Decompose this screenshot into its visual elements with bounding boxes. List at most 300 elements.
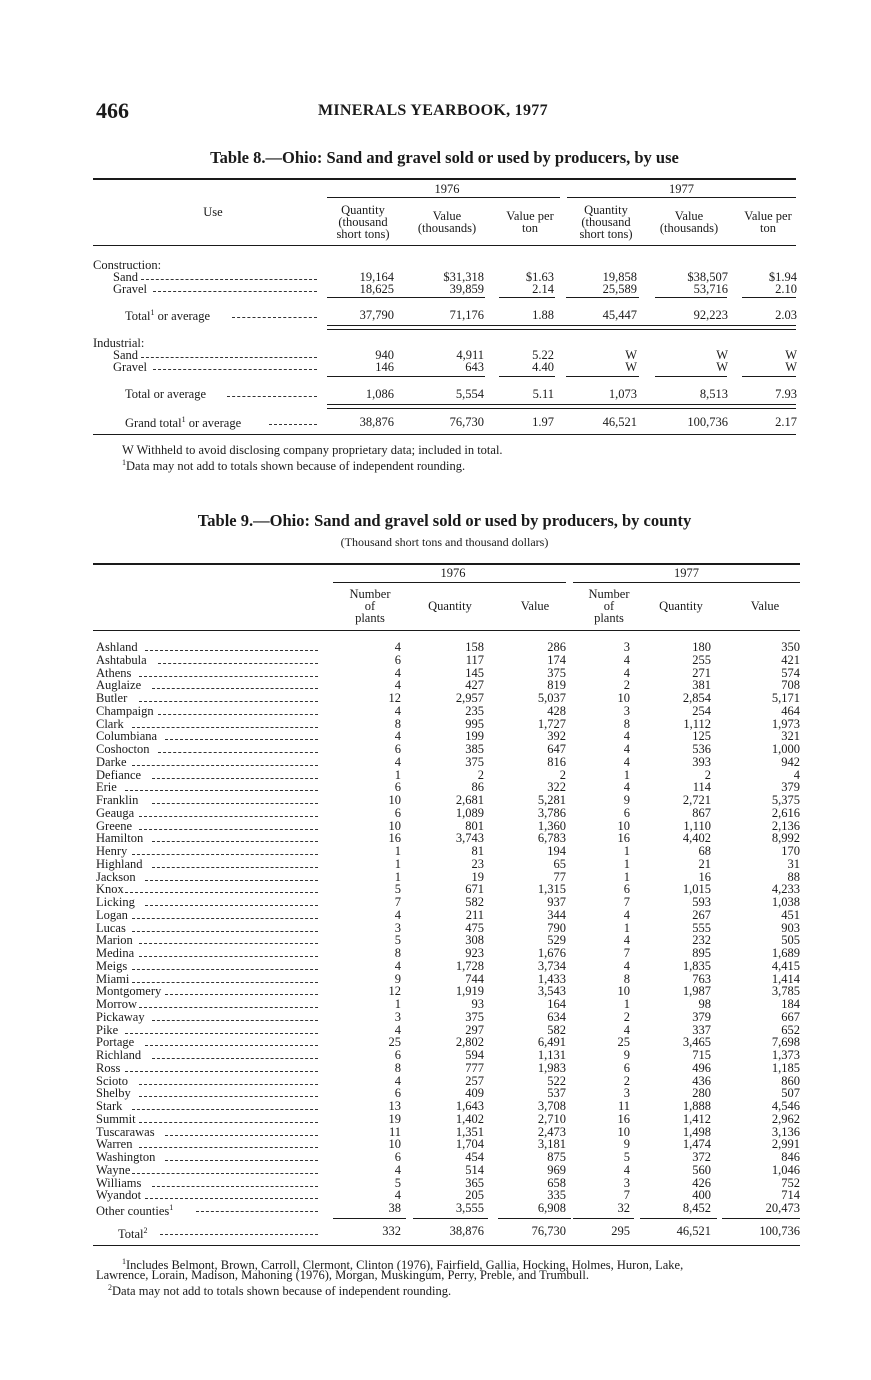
cell-value: 23 — [471, 856, 484, 871]
cell-value: 6 — [394, 1150, 401, 1164]
cell-value: 381 — [692, 678, 711, 693]
cell-value: 593 — [692, 895, 711, 909]
leader-dots — [165, 1135, 318, 1136]
cell-value: 21 — [698, 856, 711, 871]
cell-value: 427 — [465, 678, 484, 693]
cell-value: 4 — [394, 665, 401, 680]
bottom-rule — [93, 1245, 800, 1246]
county-name: Summit — [96, 1111, 136, 1126]
table-row — [0, 1151, 871, 1164]
cell-value: 1 — [394, 997, 401, 1011]
leader-dots — [165, 994, 318, 995]
construction-total-value: 45,447 — [602, 308, 637, 322]
leader-dots — [232, 317, 317, 318]
table-row — [0, 1049, 871, 1062]
cell-value: 4,233 — [771, 882, 800, 897]
leader-dots — [152, 867, 318, 868]
cell-value: 10 — [388, 818, 401, 833]
county-name: Ashland — [96, 640, 138, 654]
sum-rule — [655, 376, 727, 377]
leader-dots — [158, 752, 318, 753]
cell-value: 170 — [781, 844, 800, 858]
cell-value: 3,136 — [771, 1124, 800, 1139]
leader-dots — [132, 931, 318, 932]
cell-value: 4 — [394, 1073, 401, 1088]
cell-value: 5 — [394, 933, 401, 948]
cell-value: 409 — [465, 1086, 484, 1101]
county-name: Butler — [96, 691, 128, 705]
cell-value: 400 — [692, 1188, 711, 1203]
county-name: Scioto — [96, 1073, 128, 1088]
cell-value: 16 — [698, 869, 711, 884]
cell-value: 3,743 — [455, 831, 484, 846]
county-name: Richland — [96, 1048, 142, 1062]
cell-value: 10 — [617, 984, 630, 999]
table-row — [0, 947, 871, 960]
leader-dots — [153, 369, 317, 370]
construction-gravel-value: 25,589 — [602, 282, 637, 296]
cell-value: 5,037 — [537, 691, 566, 705]
cell-value: 1,038 — [771, 895, 800, 909]
cell-value: 2 — [623, 678, 630, 693]
leader-dots — [139, 676, 318, 677]
cell-value: 708 — [781, 678, 800, 693]
cell-value: 375 — [465, 754, 484, 769]
cell-value: 2 — [623, 1073, 630, 1088]
cell-value: 4 — [623, 1162, 630, 1177]
column-header: Value — [750, 599, 780, 613]
cell-value: 2,962 — [771, 1111, 800, 1126]
construction-sand-value: 19,164 — [359, 270, 394, 284]
cell-value: 1,987 — [682, 984, 711, 999]
table-row — [0, 871, 871, 884]
leader-dots — [153, 291, 317, 292]
leader-dots — [145, 650, 318, 651]
cell-value: 995 — [465, 716, 484, 731]
cell-value: 4,546 — [771, 1099, 800, 1113]
cell-value: 2,957 — [455, 691, 484, 705]
cell-value: 6 — [394, 780, 401, 795]
cell-value: 158 — [465, 640, 484, 654]
sum-rule — [327, 297, 417, 298]
cell-value: 3,543 — [537, 984, 566, 999]
cell-value: 752 — [781, 1175, 800, 1190]
cell-value: 235 — [465, 703, 484, 718]
cell-value: 68 — [698, 844, 711, 858]
cell-value: 25 — [617, 1035, 630, 1050]
cell-value: 322 — [547, 780, 566, 795]
cell-value: 2 — [559, 767, 566, 782]
cell-value: 9 — [623, 1048, 630, 1062]
cell-value: 582 — [465, 895, 484, 909]
cell-value: 5 — [623, 1150, 630, 1164]
table-row — [0, 1087, 871, 1100]
county-name: Montgomery — [96, 984, 162, 999]
cell-value: 9 — [623, 1137, 630, 1152]
industrial-total-value: 5,554 — [455, 387, 484, 401]
leader-dots — [152, 1186, 318, 1187]
leader-dots — [158, 714, 318, 715]
industrial-sand-value: 5.22 — [532, 348, 554, 362]
cell-value: 16 — [617, 831, 630, 846]
cell-value: 308 — [465, 933, 484, 948]
top-rule — [93, 178, 796, 180]
leader-dots — [132, 969, 318, 970]
column-header: Quantity — [659, 599, 703, 613]
county-name: Shelby — [96, 1086, 131, 1101]
county-name: Franklin — [96, 793, 139, 807]
cell-value: 3 — [623, 1086, 630, 1101]
sum-rule — [410, 297, 485, 298]
cell-value: 4,415 — [771, 958, 800, 973]
cell-value: 3,181 — [537, 1137, 566, 1152]
cell-value: 10 — [617, 1124, 630, 1139]
industrial-total-value: 8,513 — [699, 387, 728, 401]
leader-dots — [152, 1058, 318, 1059]
cell-value: 125 — [692, 729, 711, 744]
cell-value: 5,171 — [771, 691, 800, 705]
sum-rule — [410, 376, 485, 377]
cell-value: 7 — [623, 946, 630, 960]
cell-value: 6 — [623, 1060, 630, 1075]
cell-value: 13 — [388, 1099, 401, 1113]
cell-value: 8 — [394, 1060, 401, 1075]
year-underline-1977 — [567, 197, 796, 198]
year-underline-1977 — [573, 582, 800, 583]
sum-rule — [573, 1218, 634, 1219]
sum-rule — [722, 1218, 800, 1219]
county-name: Other counties$^1$ — [96, 1203, 174, 1219]
leader-dots — [139, 956, 318, 957]
cell-value: 777 — [465, 1060, 484, 1075]
grand-total-value: 2.17 — [775, 415, 797, 429]
cell-value: 1,131 — [537, 1048, 566, 1062]
cell-value: 658 — [547, 1175, 566, 1190]
cell-value: 286 — [547, 640, 566, 654]
column-header: Value (thousands) — [417, 209, 477, 235]
leader-dots — [132, 1109, 318, 1110]
total-label: Total$^2$ — [118, 1225, 148, 1241]
cell-value: 4 — [623, 754, 630, 769]
construction-total-value: 71,176 — [449, 308, 484, 322]
cell-value: 1,000 — [771, 742, 800, 756]
running-head: MINERALS YEARBOOK, 1977 — [318, 102, 548, 119]
page-number: 466 — [96, 98, 129, 123]
cell-value: 1,919 — [455, 984, 484, 999]
cell-value: 895 — [692, 946, 711, 960]
table-row — [0, 1189, 871, 1202]
table9-title: Table 9.—Ohio: Sand and gravel sold or used by producers, by county — [197, 511, 692, 530]
cell-value: 1,402 — [455, 1111, 484, 1126]
industrial-total-value: 7.93 — [775, 387, 797, 401]
construction-gravel-value: 53,716 — [693, 282, 728, 296]
cell-value: 194 — [547, 844, 566, 858]
sum-rule — [566, 376, 639, 377]
leader-dots — [160, 1234, 318, 1235]
footnote-marker: 1 — [181, 415, 186, 424]
cell-value: 10 — [388, 793, 401, 807]
cell-value: 4 — [394, 958, 401, 973]
cell-value: 2,854 — [682, 691, 711, 705]
cell-value: 3,785 — [771, 984, 800, 999]
leader-dots — [227, 396, 317, 397]
cell-value: 2,802 — [455, 1035, 484, 1050]
header-rule — [93, 245, 796, 246]
cell-value: 337 — [692, 1022, 711, 1037]
cell-value: 5 — [394, 1175, 401, 1190]
cell-value: 714 — [781, 1188, 800, 1203]
construction-label: Construction: — [93, 258, 162, 272]
cell-value: 4 — [394, 729, 401, 744]
cell-value: 1,433 — [537, 971, 566, 986]
leader-dots — [152, 803, 318, 804]
industrial-gravel-value: 4.40 — [532, 360, 554, 374]
cell-value: 903 — [781, 920, 800, 935]
construction-sand-value: $1.63 — [525, 270, 554, 284]
table-row — [0, 692, 871, 705]
cell-value: 5 — [394, 882, 401, 897]
cell-value: 3,708 — [537, 1099, 566, 1113]
cell-value: 280 — [692, 1086, 711, 1101]
construction-sand-value: 19,858 — [602, 270, 637, 284]
industrial-sand-value: W — [625, 348, 637, 362]
cell-value: 4 — [623, 729, 630, 744]
table8-title: Table 8.—Ohio: Sand and gravel sold or used by producers, by use — [210, 148, 679, 167]
leader-dots — [269, 424, 317, 425]
cell-value: 6,908 — [537, 1201, 566, 1215]
county-name: Pickaway — [96, 1009, 145, 1024]
table-row — [0, 832, 871, 845]
sum-rule — [655, 297, 727, 298]
section-rule — [327, 325, 796, 326]
cell-value: 6 — [394, 1048, 401, 1062]
table-row — [0, 769, 871, 782]
cell-value: 98 — [698, 997, 711, 1011]
cell-value: 1 — [394, 844, 401, 858]
section-rule — [327, 404, 796, 405]
table9-subtitle: (Thousand short tons and thousand dollars) — [340, 535, 549, 549]
cell-value: 1,360 — [537, 818, 566, 833]
table-row — [0, 794, 871, 807]
cell-value: 505 — [781, 933, 800, 948]
cell-value: 867 — [692, 805, 711, 820]
table-row — [0, 679, 871, 692]
year-1976: 1976 — [440, 566, 466, 580]
cell-value: 257 — [465, 1073, 484, 1088]
column-header: Quantity — [428, 599, 472, 613]
cell-value: 4 — [394, 754, 401, 769]
leader-dots — [152, 778, 318, 779]
cell-value: 428 — [547, 703, 566, 718]
county-name: Ashtabula — [96, 652, 147, 667]
table8-note-w: W Withheld to avoid disclosing company proprietary data; included in total. — [122, 443, 503, 457]
cell-value: 5,281 — [537, 793, 566, 807]
leader-dots — [132, 918, 318, 919]
leader-dots — [139, 1007, 318, 1008]
column-header: Value per ton — [744, 209, 792, 235]
cell-value: 4 — [793, 767, 800, 782]
county-name: Wyandot — [96, 1188, 142, 1203]
table-row — [0, 845, 871, 858]
county-name: Jackson — [96, 869, 136, 884]
cell-value: 4 — [623, 1022, 630, 1037]
leader-dots — [139, 1084, 318, 1085]
cell-value: 10 — [388, 1137, 401, 1152]
column-header: Quantity (thousand short tons) — [336, 203, 390, 241]
cell-value: 77 — [553, 869, 566, 884]
cell-value: 574 — [781, 665, 800, 680]
leader-dots — [132, 765, 318, 766]
construction-gravel-value: 2.10 — [775, 282, 797, 296]
column-header: Value — [520, 599, 550, 613]
cell-value: 350 — [781, 640, 800, 654]
cell-value: 1 — [623, 997, 630, 1011]
cell-value: 9 — [394, 971, 401, 986]
cell-value: 454 — [465, 1150, 484, 1164]
cell-value: 1 — [623, 767, 630, 782]
cell-value: 451 — [781, 907, 800, 922]
county-name: Meigs — [96, 958, 128, 973]
leader-dots — [196, 1211, 318, 1212]
cell-value: 1,015 — [682, 882, 711, 897]
cell-value: 1,315 — [537, 882, 566, 897]
footnote-marker: 1 — [169, 1203, 174, 1212]
leader-dots — [139, 816, 318, 817]
cell-value: 3,786 — [537, 805, 566, 820]
leader-dots — [125, 892, 318, 893]
cell-value: 31 — [787, 856, 800, 871]
table-row — [0, 641, 871, 654]
cell-value: 969 — [547, 1162, 566, 1177]
cell-value: 875 — [547, 1150, 566, 1164]
cell-value: 10 — [617, 691, 630, 705]
cell-value: 20,473 — [765, 1201, 800, 1215]
top-rule — [93, 563, 800, 565]
cell-value: 6 — [623, 805, 630, 820]
cell-value: 8 — [394, 716, 401, 731]
cell-value: 4 — [623, 933, 630, 948]
cell-value: 32 — [617, 1201, 630, 1215]
cell-value: 1,185 — [771, 1060, 800, 1075]
cell-value: 321 — [781, 729, 800, 744]
section-rule — [327, 408, 796, 409]
county-name: Geauga — [96, 805, 135, 820]
cell-value: 436 — [692, 1073, 711, 1088]
leader-dots — [145, 880, 318, 881]
cell-value: 816 — [547, 754, 566, 769]
cell-value: 164 — [547, 997, 566, 1011]
cell-value: 297 — [465, 1022, 484, 1037]
cell-value: 8,992 — [771, 831, 800, 846]
cell-value: 763 — [692, 971, 711, 986]
county-name: Licking — [96, 895, 135, 909]
cell-value: 2 — [477, 767, 484, 782]
cell-value: 4 — [623, 958, 630, 973]
cell-value: 375 — [465, 1009, 484, 1024]
county-name: Portage — [96, 1035, 135, 1050]
cell-value: 4 — [623, 742, 630, 756]
cell-value: 1,112 — [683, 716, 711, 731]
cell-value: 4 — [623, 907, 630, 922]
cell-value: 1,412 — [682, 1111, 711, 1126]
cell-value: 1,983 — [537, 1060, 566, 1075]
cell-value: 184 — [781, 997, 800, 1011]
construction-sand-value: $38,507 — [687, 270, 728, 284]
cell-value: 6 — [394, 805, 401, 820]
county-name: Henry — [96, 844, 128, 858]
cell-value: 464 — [781, 703, 800, 718]
footnote-marker: 1 — [150, 308, 155, 317]
cell-value: 7,698 — [771, 1035, 800, 1050]
cell-value: 8,452 — [682, 1201, 711, 1215]
cell-value: 7 — [623, 1188, 630, 1203]
column-header: Value per ton — [506, 209, 554, 235]
cell-value: 536 — [692, 742, 711, 756]
cell-value: 4 — [394, 678, 401, 693]
construction-sand-value: $31,318 — [443, 270, 484, 284]
leader-dots — [132, 727, 318, 728]
cell-value: 4 — [394, 1188, 401, 1203]
cell-value: 2 — [623, 1009, 630, 1024]
county-name: Coshocton — [96, 742, 150, 756]
footnote-marker: 1 — [122, 458, 126, 467]
county-name: Miami — [96, 971, 130, 986]
cell-value: 3,734 — [537, 958, 566, 973]
table-row — [0, 1164, 871, 1177]
cell-value: 1,414 — [771, 971, 800, 986]
cell-value: 379 — [781, 780, 800, 795]
construction-gravel-value: 18,625 — [359, 282, 394, 296]
cell-value: 923 — [465, 946, 484, 960]
cell-value: 6 — [394, 1086, 401, 1101]
total-value: 38,876 — [449, 1223, 484, 1238]
cell-value: 634 — [547, 1009, 566, 1024]
construction-total-label: Total$^1$ or average — [125, 308, 211, 324]
cell-value: 937 — [547, 895, 566, 909]
grand-total-value: 1.97 — [532, 415, 554, 429]
cell-value: 375 — [547, 665, 566, 680]
construction-gravel-label: Gravel — [113, 282, 148, 296]
leader-dots — [132, 1173, 318, 1174]
industrial-total-value: 1,086 — [365, 387, 394, 401]
construction-sand-value: $1.94 — [768, 270, 797, 284]
cell-value: 271 — [692, 665, 711, 680]
table9-footnote-1-continued: Lawrence, Lorain, Madison, Mahoning (1976), Morgan, Muskingum, Perry, Preble, and Trumbull. — [96, 1268, 589, 1282]
cell-value: 667 — [781, 1009, 800, 1024]
industrial-gravel-value: W — [716, 360, 728, 374]
cell-value: 88 — [787, 869, 800, 884]
cell-value: 1 — [623, 856, 630, 871]
cell-value: 555 — [692, 920, 711, 935]
cell-value: 860 — [781, 1073, 800, 1088]
year-underline-1976 — [333, 582, 566, 583]
cell-value: 93 — [471, 997, 484, 1011]
cell-value: 4,402 — [682, 831, 711, 846]
cell-value: 335 — [547, 1188, 566, 1203]
county-name: Defiance — [96, 767, 142, 782]
table-row — [0, 1100, 871, 1113]
industrial-gravel-value: W — [625, 360, 637, 374]
industrial-sand-value: W — [785, 348, 797, 362]
cell-value: 11 — [617, 1099, 630, 1113]
cell-value: 3 — [623, 703, 630, 718]
construction-gravel-value: 2.14 — [532, 282, 554, 296]
leader-dots — [139, 1122, 318, 1123]
cell-value: 421 — [781, 652, 800, 667]
cell-value: 2,616 — [771, 805, 800, 820]
cell-value: 1,643 — [455, 1099, 484, 1113]
cell-value: 1,373 — [771, 1048, 800, 1062]
